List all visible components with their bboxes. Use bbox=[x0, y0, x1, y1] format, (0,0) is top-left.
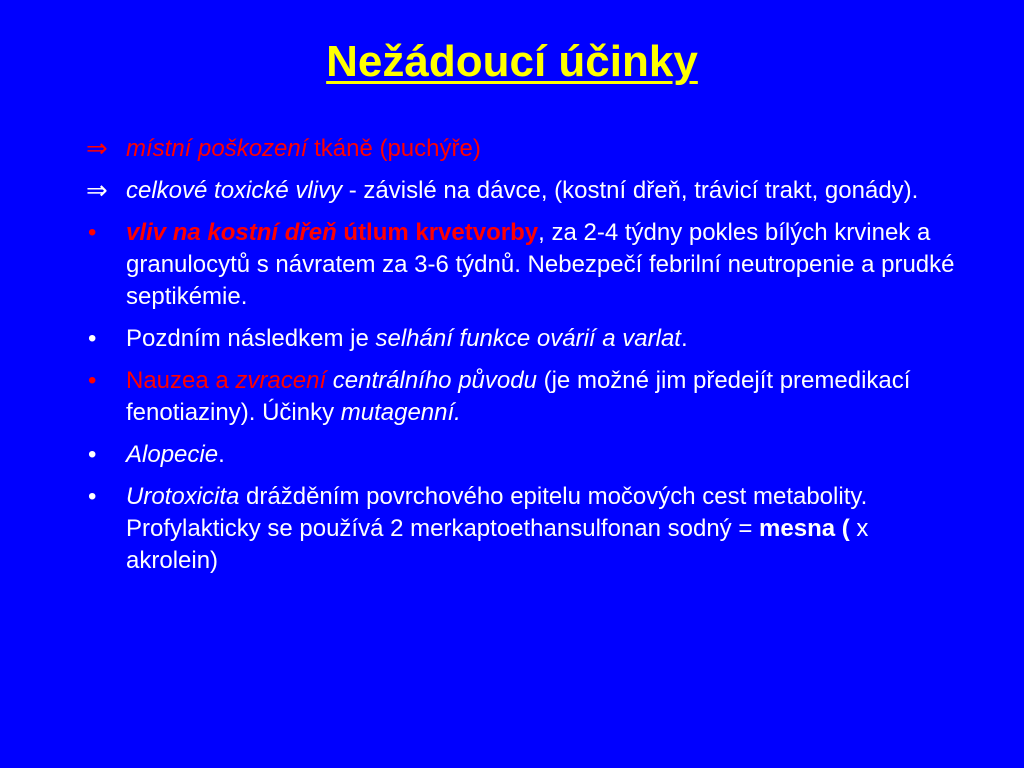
text-run: mutagenní. bbox=[340, 399, 461, 426]
list-item bbox=[86, 439, 956, 471]
list-item-text bbox=[126, 135, 481, 162]
text-run: místní poškození bbox=[126, 135, 308, 162]
text-run: selhání funkce ovárií a varlat bbox=[375, 325, 681, 352]
text-run: - závislé na dávce, (kostní dřeň, trávicí trakt, gonády). bbox=[342, 177, 919, 204]
bullet-marker-icon: • bbox=[88, 367, 97, 394]
list-item-text bbox=[126, 441, 225, 468]
bullet-marker-icon: • bbox=[88, 219, 97, 246]
arrow-marker-icon: ⇒ bbox=[86, 176, 108, 206]
text-run: (je možné jim předejít premedikací fenotiaziny). Účinky bbox=[126, 367, 911, 426]
list-item-text bbox=[126, 483, 868, 574]
text-run: Nauzea a bbox=[126, 367, 236, 394]
list-item-text bbox=[126, 367, 910, 426]
text-run: vliv na kostní dřeň bbox=[126, 219, 337, 246]
text-run: x akrolein) bbox=[126, 515, 869, 574]
list-item bbox=[86, 175, 956, 207]
text-run: Urotoxicita bbox=[126, 483, 240, 510]
text-run: drážděním povrchového epitelu močových cest metabolity. Profylakticky se používá 2 merkaptoethansulfonan sodný = bbox=[126, 483, 868, 542]
list-item-text bbox=[126, 177, 918, 204]
bullet-marker-icon: • bbox=[88, 483, 97, 510]
slide-title bbox=[0, 32, 1024, 92]
text-run: útlum krvetvorby bbox=[336, 219, 539, 246]
bullet-list bbox=[86, 133, 956, 587]
text-run: centrálního původu bbox=[326, 367, 537, 394]
bullet-marker-icon: • bbox=[88, 325, 97, 352]
text-run: Alopecie bbox=[126, 441, 219, 468]
text-run: zvracení bbox=[235, 367, 327, 394]
arrow-marker-icon: ⇒ bbox=[86, 134, 108, 164]
text-run: tkáně (puchýře) bbox=[307, 135, 481, 162]
text-run: . bbox=[218, 441, 225, 468]
slide-title-text: Nežádoucí účinky bbox=[326, 37, 698, 86]
list-item bbox=[86, 323, 956, 355]
list-item bbox=[86, 217, 956, 313]
bullet-marker-icon: • bbox=[88, 441, 97, 468]
list-item bbox=[86, 481, 956, 577]
text-run: , za 2-4 týdny pokles bílých krvinek a granulocytů s návratem za 3-6 týdnů. Nebezpečí febrilní neutropenie a prudké septikémie. bbox=[126, 219, 955, 310]
list-item bbox=[86, 133, 956, 165]
list-item-text bbox=[126, 219, 955, 310]
text-run: mesna ( bbox=[759, 515, 850, 542]
list-item-text bbox=[126, 325, 688, 352]
text-run: celkové toxické vlivy bbox=[126, 177, 343, 204]
list-item bbox=[86, 365, 956, 429]
text-run: Pozdním následkem je bbox=[126, 325, 376, 352]
text-run: . bbox=[680, 325, 688, 352]
